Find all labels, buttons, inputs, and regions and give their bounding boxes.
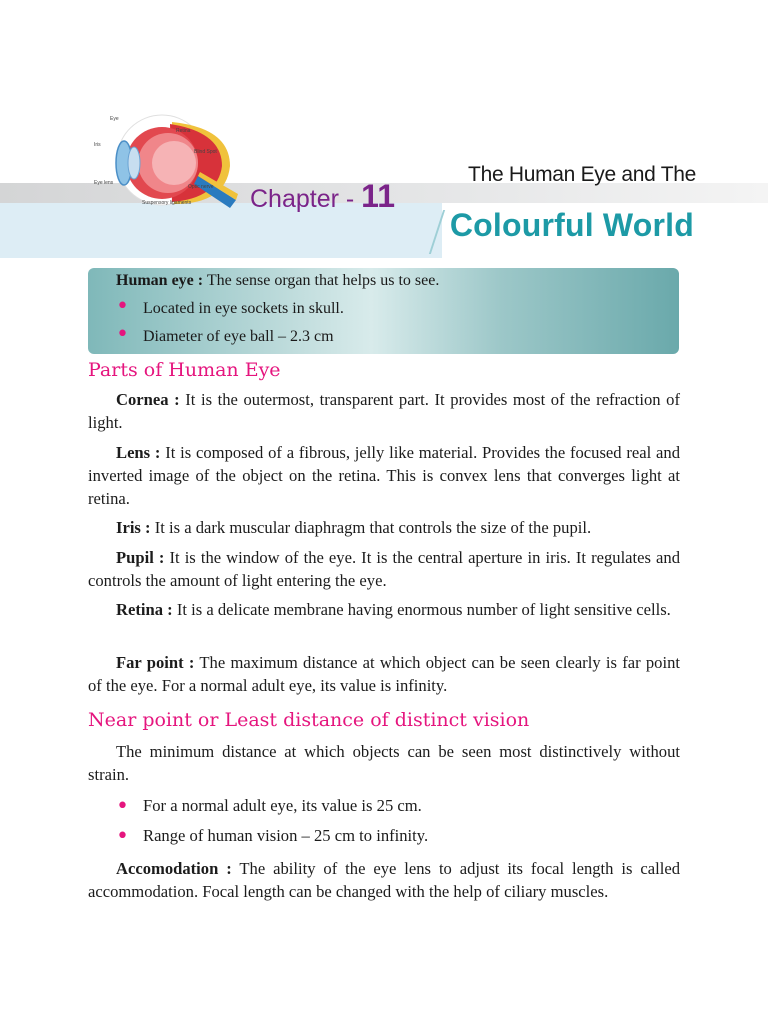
intro-definition xyxy=(116,267,439,295)
text-pupil: It is the window of the eye. It is the central aperture in iris. It regulates and controls the amount of light entering the eye. xyxy=(88,548,681,590)
paragraph-pupil xyxy=(88,546,680,592)
term-accommodation: Accomodation : xyxy=(116,859,232,878)
paragraph-retina xyxy=(88,598,680,621)
diagram-label-optic-nerve: Optic nerve xyxy=(188,184,214,190)
paragraph-far-point xyxy=(88,651,680,697)
chapter-number: 11 xyxy=(361,178,395,214)
bullet-icon: • xyxy=(116,294,129,319)
paragraph-cornea xyxy=(88,388,680,434)
text-cornea: It is the outermost, transparent part. It provides most of the refraction of light. xyxy=(88,390,680,432)
near-point-bullet xyxy=(116,794,422,819)
term-lens: Lens : xyxy=(116,443,161,462)
section-heading-parts: Parts of Human Eye xyxy=(88,359,281,381)
intro-bullet-text: Diameter of eye ball – 2.3 cm xyxy=(143,328,334,345)
intro-bullet xyxy=(116,295,439,323)
near-point-bullet xyxy=(116,824,429,849)
paragraph-iris xyxy=(88,516,680,539)
chapter-title-line2: Colourful World xyxy=(449,207,694,243)
diagram-label-iris: Iris xyxy=(94,142,101,148)
text-far-point: The maximum distance at which object can be seen clearly is far point of the eye. For a normal adult eye, its value is infinity. xyxy=(88,653,680,695)
diagram-label-retina: Retina xyxy=(176,128,191,134)
diagram-label-suspensory-ligaments: Suspensory ligaments xyxy=(142,200,192,206)
section-heading-near-point: Near point or Least distance of distinct vision xyxy=(88,709,530,731)
intro-bullet xyxy=(116,323,439,351)
text-lens: It is composed of a fibrous, jelly like material. Provides the focused real and inverted image of the object on the retina. This is convex lens that converges light at retina. xyxy=(88,443,680,508)
paragraph-accommodation xyxy=(88,857,680,903)
text-accommodation: The ability of the eye lens to adjust its focal length is called accommodation. Focal length can be changed with the help of ciliary muscles. xyxy=(88,859,680,901)
chapter-word: Chapter - xyxy=(250,185,362,213)
term-pupil: Pupil : xyxy=(116,548,165,567)
term-far-point: Far point : xyxy=(116,653,195,672)
chapter-label xyxy=(250,178,395,215)
term-iris: Iris : xyxy=(116,518,151,537)
bullet-icon: • xyxy=(116,824,129,849)
bullet-icon: • xyxy=(116,322,129,347)
term-retina: Retina : xyxy=(116,600,173,619)
near-point-bullet-text: For a normal adult eye, its value is 25 cm. xyxy=(143,796,422,815)
text-iris: It is a dark muscular diaphragm that controls the size of the pupil. xyxy=(150,518,592,537)
diagram-label-eye-lens: Eye lens xyxy=(94,180,114,186)
near-point-bullet-text: Range of human vision – 25 cm to infinity. xyxy=(143,826,429,845)
term-cornea: Cornea : xyxy=(116,390,180,409)
paragraph-near-point: The minimum distance at which objects can be seen most distinctively without strain. xyxy=(88,742,680,784)
intro-text xyxy=(116,267,439,351)
intro-bullet-text: Located in eye sockets in skull. xyxy=(143,300,344,317)
diagram-label-blind-spot: Blind Spot xyxy=(194,149,217,155)
intro-term: Human eye : xyxy=(116,272,204,289)
paragraph-lens xyxy=(88,441,680,510)
text-retina: It is a delicate membrane having enormous number of light sensitive cells. xyxy=(172,600,671,619)
intro-definition-text: The sense organ that helps us to see. xyxy=(203,272,440,289)
diagram-label-eye: Eye xyxy=(110,116,119,122)
bullet-icon: • xyxy=(116,794,129,819)
eye-diagram-image xyxy=(90,108,240,214)
chapter-title-line1: The Human Eye and The xyxy=(468,163,696,186)
